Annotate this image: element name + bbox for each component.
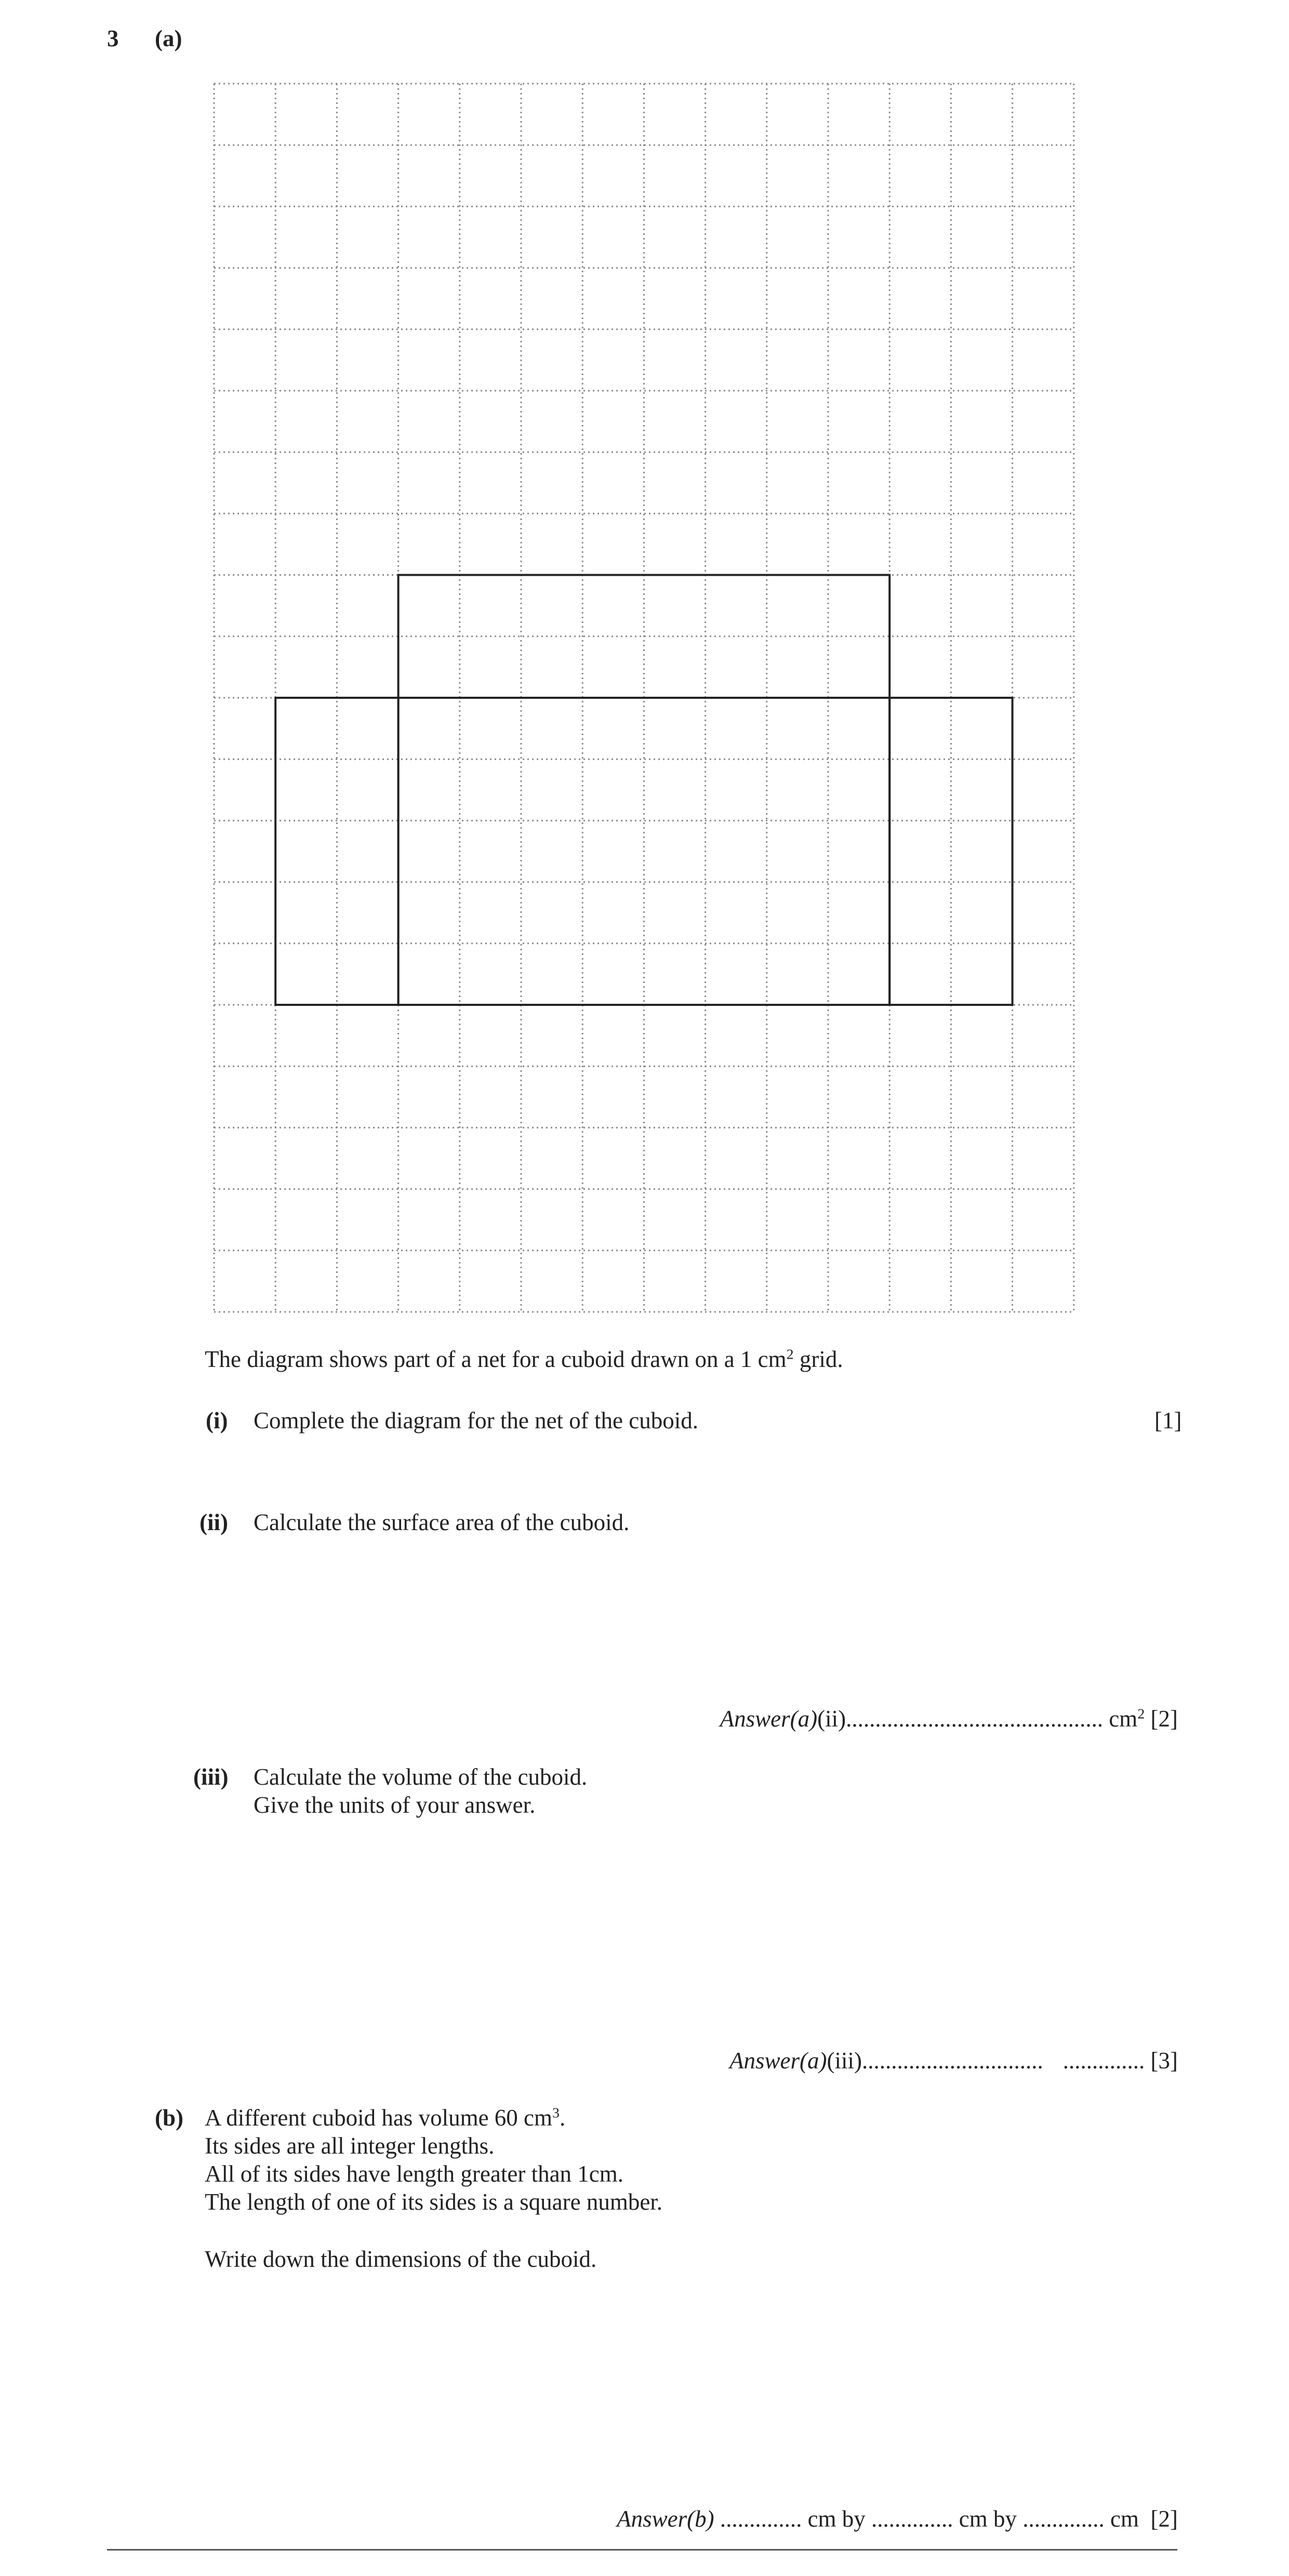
answer-a-ii-line[interactable]: Answer(a)(ii)............................................ $cm^2$ [2] (720, 1706, 1178, 1732)
part-b-label: (b) (155, 2105, 183, 2131)
part-b-line4: The length of one of its sides is a square number. (205, 2189, 663, 2215)
part-b-line3: All of its sides have length greater than 1cm. (205, 2161, 624, 2187)
part-i-label: (i) (206, 1407, 228, 1433)
intro-text: The diagram shows part of a net for a cuboid drawn on a 1 $cm^2$ grid. (205, 1346, 843, 1372)
part-a-label: (a) (155, 25, 182, 51)
part-b-line1: A different cuboid has volume 60 $cm^3$. (205, 2105, 566, 2131)
part-b-line5: Write down the dimensions of the cuboid. (205, 2246, 597, 2272)
question-number: 3 (107, 25, 119, 51)
part-iii-line2: Give the units of your answer. (254, 1792, 536, 1818)
answer-a-iii-line[interactable]: Answer(a)(iii)............................... .............. [3] (729, 2048, 1178, 2074)
answer-b-line[interactable]: Answer(b) .............. cm by .............. cm by .............. cm [2] (617, 2506, 1178, 2532)
part-iii-label: (iii) (193, 1764, 229, 1790)
part-ii-text: Calculate the surface area of the cuboid. (254, 1509, 630, 1535)
footer-rule (107, 2549, 1177, 2551)
part-b-line2: Its sides are all integer lengths. (205, 2133, 495, 2159)
part-i-text: Complete the diagram for the net of the cuboid. (254, 1407, 698, 1433)
part-iii-line1: Calculate the volume of the cuboid. (254, 1764, 588, 1790)
part-ii-label: (ii) (200, 1509, 228, 1535)
part-i-marks: [1] (1154, 1407, 1182, 1433)
